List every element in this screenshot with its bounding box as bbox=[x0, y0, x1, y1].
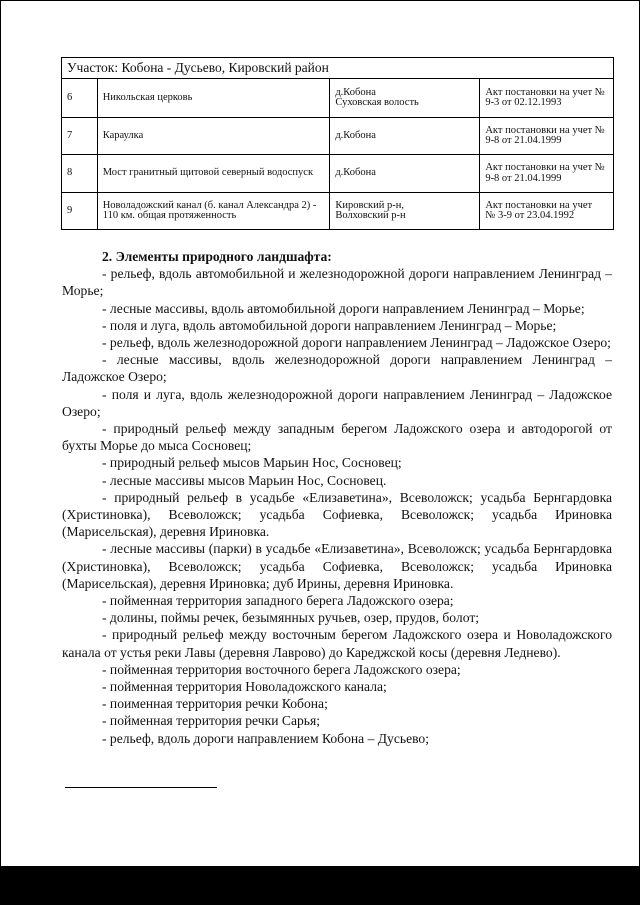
monuments-table bbox=[61, 57, 614, 230]
table-row bbox=[62, 193, 614, 230]
object-location: д.Кобона Суховская волость bbox=[330, 79, 480, 118]
list-item: - природный рельеф мысов Марьин Нос, Сосновец; bbox=[102, 455, 402, 471]
object-location: д.Кобона bbox=[330, 155, 480, 193]
list-item: - поименная территория речки Кобона; bbox=[102, 696, 328, 712]
list-item: - природный рельеф между западным берегом Ладожского озера и автодорогой от бухты Морье до мыса Сосновец; bbox=[62, 421, 612, 454]
footnote-divider bbox=[65, 787, 217, 788]
list-item: - долины, поймы речек, безымянных ручьев, озер, прудов, болот; bbox=[102, 610, 480, 626]
row-number: 8 bbox=[62, 155, 98, 193]
object-name: Никольская церковь bbox=[97, 79, 330, 118]
table-header-row bbox=[62, 58, 614, 79]
list-item: - лесные массивы (парки) в усадьбе «Елизаветина», Всеволожск; усадьба Бернгардовка (Христиновка), Всеволожск; усадьба Софиевка, Всеволожск; усадьба Ириновка (Марисельская), деревня Ириновка; дуб Ирины, деревня Ириновка. bbox=[62, 541, 612, 591]
scan-bottom-border bbox=[0, 866, 640, 905]
landscape-section bbox=[62, 248, 612, 747]
registration-act: Акт постановки на учет № 9-3 от 02.12.1993 bbox=[480, 79, 614, 118]
table-row bbox=[62, 118, 614, 155]
list-item: - рельеф, вдоль железнодорожной дороги направлением Ленинград – Ладожское Озеро; bbox=[102, 335, 611, 351]
registration-act: Акт постановки на учет № 9-8 от 21.04.1999 bbox=[480, 155, 614, 193]
table-row bbox=[62, 155, 614, 193]
list-item: - лесные массивы мысов Марьин Нос, Сосновец. bbox=[102, 472, 387, 488]
list-item: - поля и луга, вдоль железнодорожной дороги направлением Ленинград – Ладожское Озеро; bbox=[62, 386, 612, 419]
list-item: - пойменная территория Новоладожского канала; bbox=[102, 679, 387, 695]
list-item: - пойменная территория восточного берега Ладожского озера; bbox=[102, 661, 461, 677]
object-location: Кировский р-н, Волховский р-н bbox=[330, 193, 480, 230]
list-item: - лесные массивы, вдоль железнодорожной дороги направлением Ленинград – Ладожское Озеро; bbox=[62, 352, 612, 385]
object-location: д.Кобона bbox=[330, 118, 480, 155]
list-item: - природный рельеф между восточным берегом Ладожского озера и Новоладожского канала от устья реки Лавы (деревня Лаврово) до Кареджской косы (деревня Леднево). bbox=[62, 627, 612, 660]
list-item: - лесные массивы, вдоль автомобильной дороги направлением Ленинград – Морье; bbox=[102, 300, 585, 316]
section-title: 2. Элементы природного ландшафта: bbox=[102, 249, 332, 264]
object-name: Новоладожский канал (б. канал Александра 2) - 110 км. общая протяженность bbox=[97, 193, 330, 230]
row-number: 9 bbox=[62, 193, 98, 230]
list-item: - рельеф, вдоль автомобильной и железнодорожной дороги направлением Ленинград – Морье; bbox=[62, 266, 612, 299]
list-item: - природный рельеф в усадьбе «Елизаветина», Всеволожск; усадьба Бернгардовка (Христиновка), Всеволожск; усадьба Софиевка, Всеволожск; усадьба Ириновка (Марисельская), деревня Ириновка. bbox=[62, 489, 612, 540]
list-item: - пойменная территория западного берега Ладожского озера; bbox=[102, 593, 454, 609]
row-number: 6 bbox=[62, 79, 98, 118]
object-name: Мост гранитный щитовой северный водоспуск bbox=[97, 155, 330, 193]
list-item: - рельеф, вдоль дороги направлением Кобона – Дусьево; bbox=[102, 730, 430, 746]
object-name: Караулка bbox=[97, 118, 330, 155]
table-row bbox=[62, 79, 614, 118]
row-number: 7 bbox=[62, 118, 98, 155]
section-header: Участок: Кобона - Дусьево, Кировский район bbox=[62, 58, 614, 79]
list-item: - пойменная территория речки Сарья; bbox=[102, 713, 320, 729]
registration-act: Акт постановки на учет № 3-9 от 23.04.1992 bbox=[480, 193, 614, 230]
list-item: - поля и луга, вдоль автомобильной дороги направлением Ленинград – Морье; bbox=[102, 317, 557, 333]
registration-act: Акт постановки на учет № 9-8 от 21.04.1999 bbox=[480, 118, 614, 155]
